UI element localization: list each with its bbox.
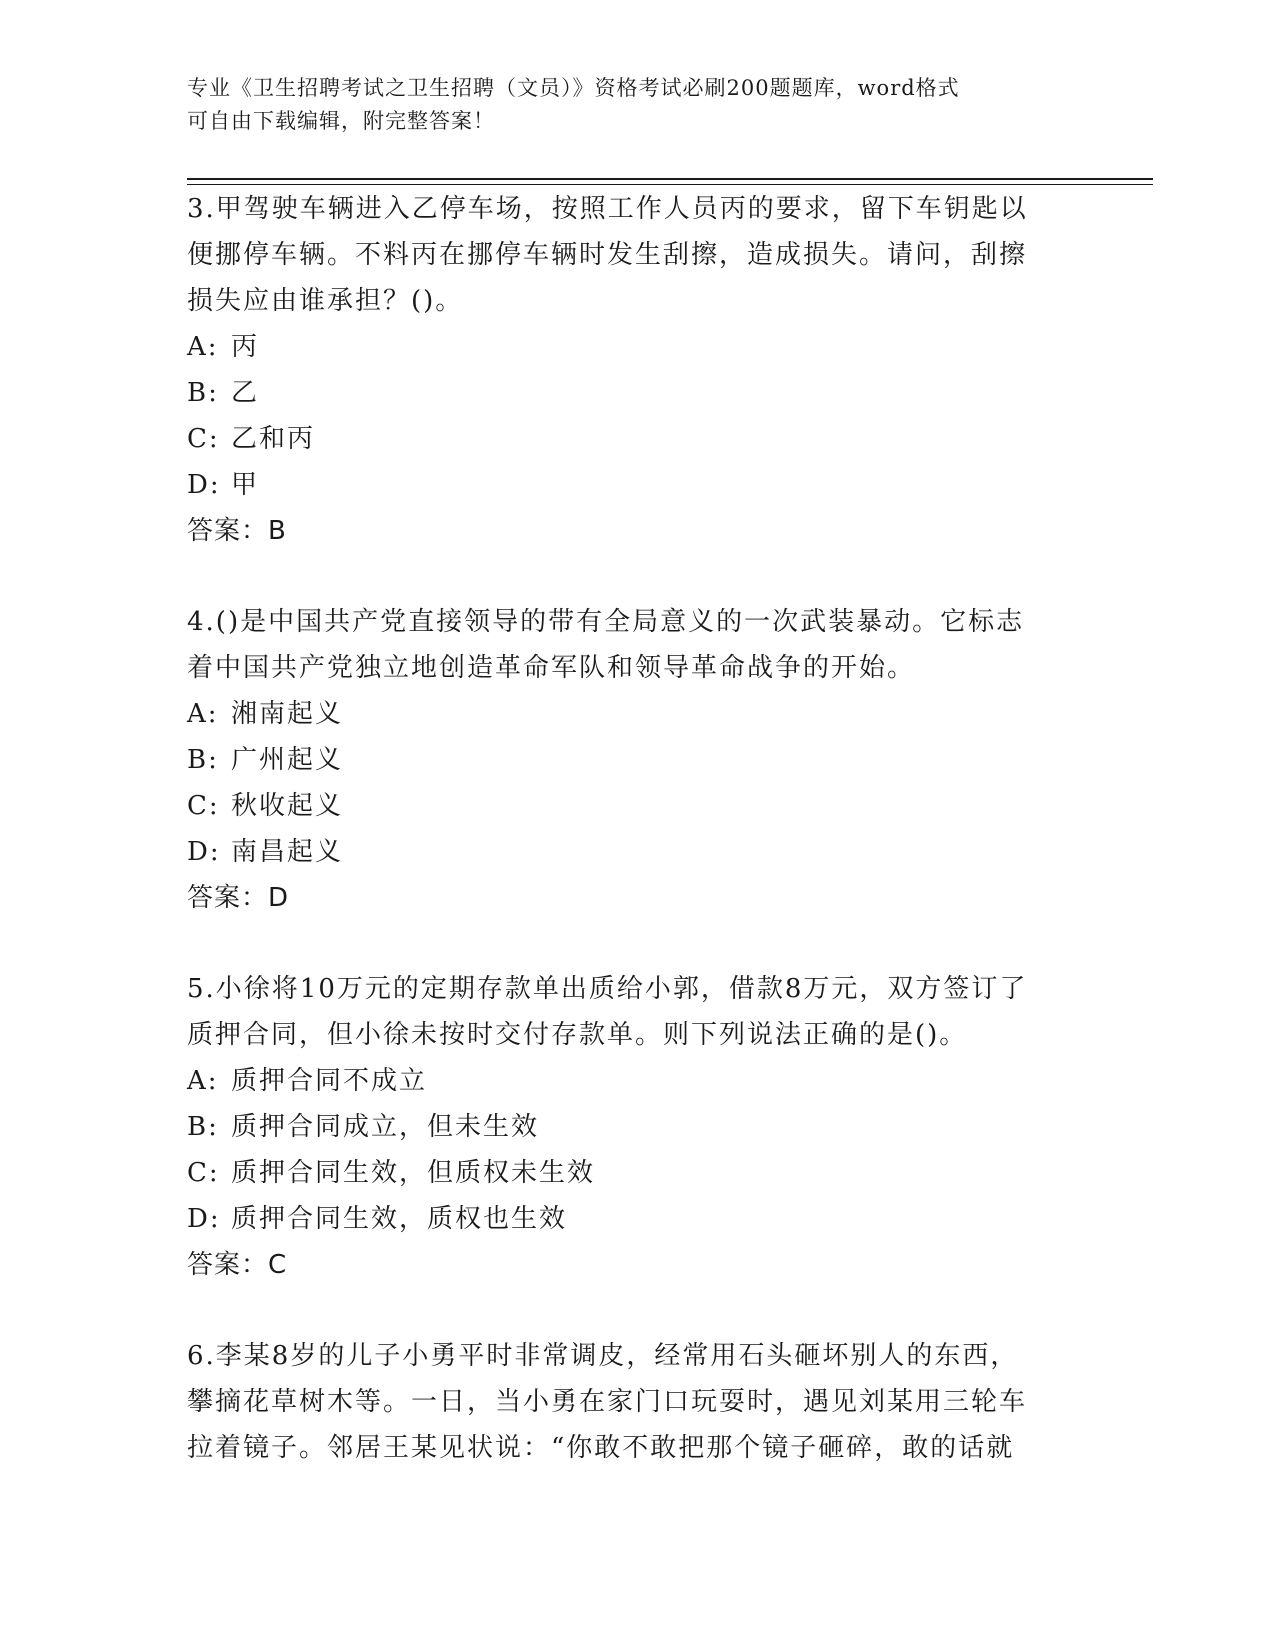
- question-spacer: [187, 1288, 1087, 1333]
- question-4-option-b: [187, 737, 1087, 783]
- option-text: 乙和丙: [231, 424, 316, 454]
- option-letter: A:: [187, 1066, 219, 1096]
- option-letter: B:: [187, 1112, 219, 1142]
- question-4-option-c: [187, 783, 1087, 829]
- option-letter: C:: [187, 791, 220, 821]
- question-5-option-d: [187, 1196, 1087, 1242]
- option-text: 湘南起义: [231, 699, 344, 729]
- option-text: 丙: [231, 332, 260, 362]
- question-3: [187, 186, 1087, 554]
- option-text: 质押合同生效，但质权未生效: [231, 1158, 596, 1188]
- question-list: [187, 186, 1087, 1471]
- option-letter: A:: [187, 699, 219, 729]
- option-text: 质押合同成立，但未生效: [231, 1112, 540, 1142]
- option-letter: C:: [187, 424, 220, 454]
- option-text: 秋收起义: [231, 791, 344, 821]
- header-line-2: 可自由下载编辑，附完整答案！: [187, 109, 495, 133]
- option-letter: D:: [187, 837, 221, 867]
- question-3-answer: 答案：B: [187, 516, 287, 546]
- question-4-option-a: [187, 691, 1087, 737]
- question-4: [187, 599, 1087, 921]
- header-divider-thick: [187, 178, 1153, 180]
- option-text: 南昌起义: [231, 837, 344, 867]
- option-letter: A:: [187, 332, 219, 362]
- question-5-line-2: 质押合同，但小徐未按时交付存款单。则下列说法正确的是()。: [187, 1020, 968, 1050]
- question-spacer: [187, 554, 1087, 599]
- question-5-line-1: 5.小徐将10万元的定期存款单出质给小郭，借款8万元，双方签订了: [187, 974, 1028, 1004]
- option-letter: B:: [187, 378, 219, 408]
- question-3-option-d: [187, 462, 1087, 508]
- question-5-option-a: [187, 1058, 1087, 1104]
- question-5-answer: 答案：C: [187, 1250, 288, 1280]
- question-6-line-1: 6.李某8岁的儿子小勇平时非常调皮，经常用石头砸坏别人的东西，: [187, 1341, 1019, 1371]
- question-6: [187, 1333, 1087, 1471]
- option-text: 质押合同不成立: [231, 1066, 428, 1096]
- document-header: [187, 72, 1067, 138]
- option-text: 广州起义: [231, 745, 344, 775]
- question-5-option-c: [187, 1150, 1087, 1196]
- header-line-1: 专业《卫生招聘考试之卫生招聘（文员）》资格考试必刷200题题库，word格式: [187, 76, 960, 100]
- question-3-option-b: [187, 370, 1087, 416]
- question-3-line-3: 损失应由谁承担？()。: [187, 286, 464, 316]
- question-6-line-2: 攀摘花草树木等。一日，当小勇在家门口玩耍时，遇见刘某用三轮车: [187, 1387, 1028, 1417]
- option-letter: B:: [187, 745, 219, 775]
- header-divider-thin: [187, 184, 1153, 185]
- option-text: 甲: [231, 470, 260, 500]
- question-4-line-1: 4.()是中国共产党直接领导的带有全局意义的一次武装暴动。它标志: [187, 607, 1025, 637]
- question-3-line-1: 3.甲驾驶车辆进入乙停车场，按照工作人员丙的要求，留下车钥匙以: [187, 194, 1028, 224]
- question-5-option-b: [187, 1104, 1087, 1150]
- question-spacer: [187, 921, 1087, 966]
- question-4-line-2: 着中国共产党独立地创造革命军队和领导革命战争的开始。: [187, 653, 916, 683]
- question-3-option-c: [187, 416, 1087, 462]
- question-3-line-2: 便挪停车辆。不料丙在挪停车辆时发生刮擦，造成损失。请问，刮擦: [187, 240, 1028, 270]
- option-letter: D:: [187, 470, 221, 500]
- question-6-line-3: 拉着镜子。邻居王某见状说：“你敢不敢把那个镜子砸碎，敢的话就: [187, 1433, 1015, 1463]
- option-text: 乙: [231, 378, 260, 408]
- option-letter: C:: [187, 1158, 220, 1188]
- question-4-answer: 答案：D: [187, 883, 290, 913]
- question-3-option-a: [187, 324, 1087, 370]
- question-4-option-d: [187, 829, 1087, 875]
- option-letter: D:: [187, 1204, 221, 1234]
- question-5: [187, 966, 1087, 1288]
- option-text: 质押合同生效，质权也生效: [231, 1204, 568, 1234]
